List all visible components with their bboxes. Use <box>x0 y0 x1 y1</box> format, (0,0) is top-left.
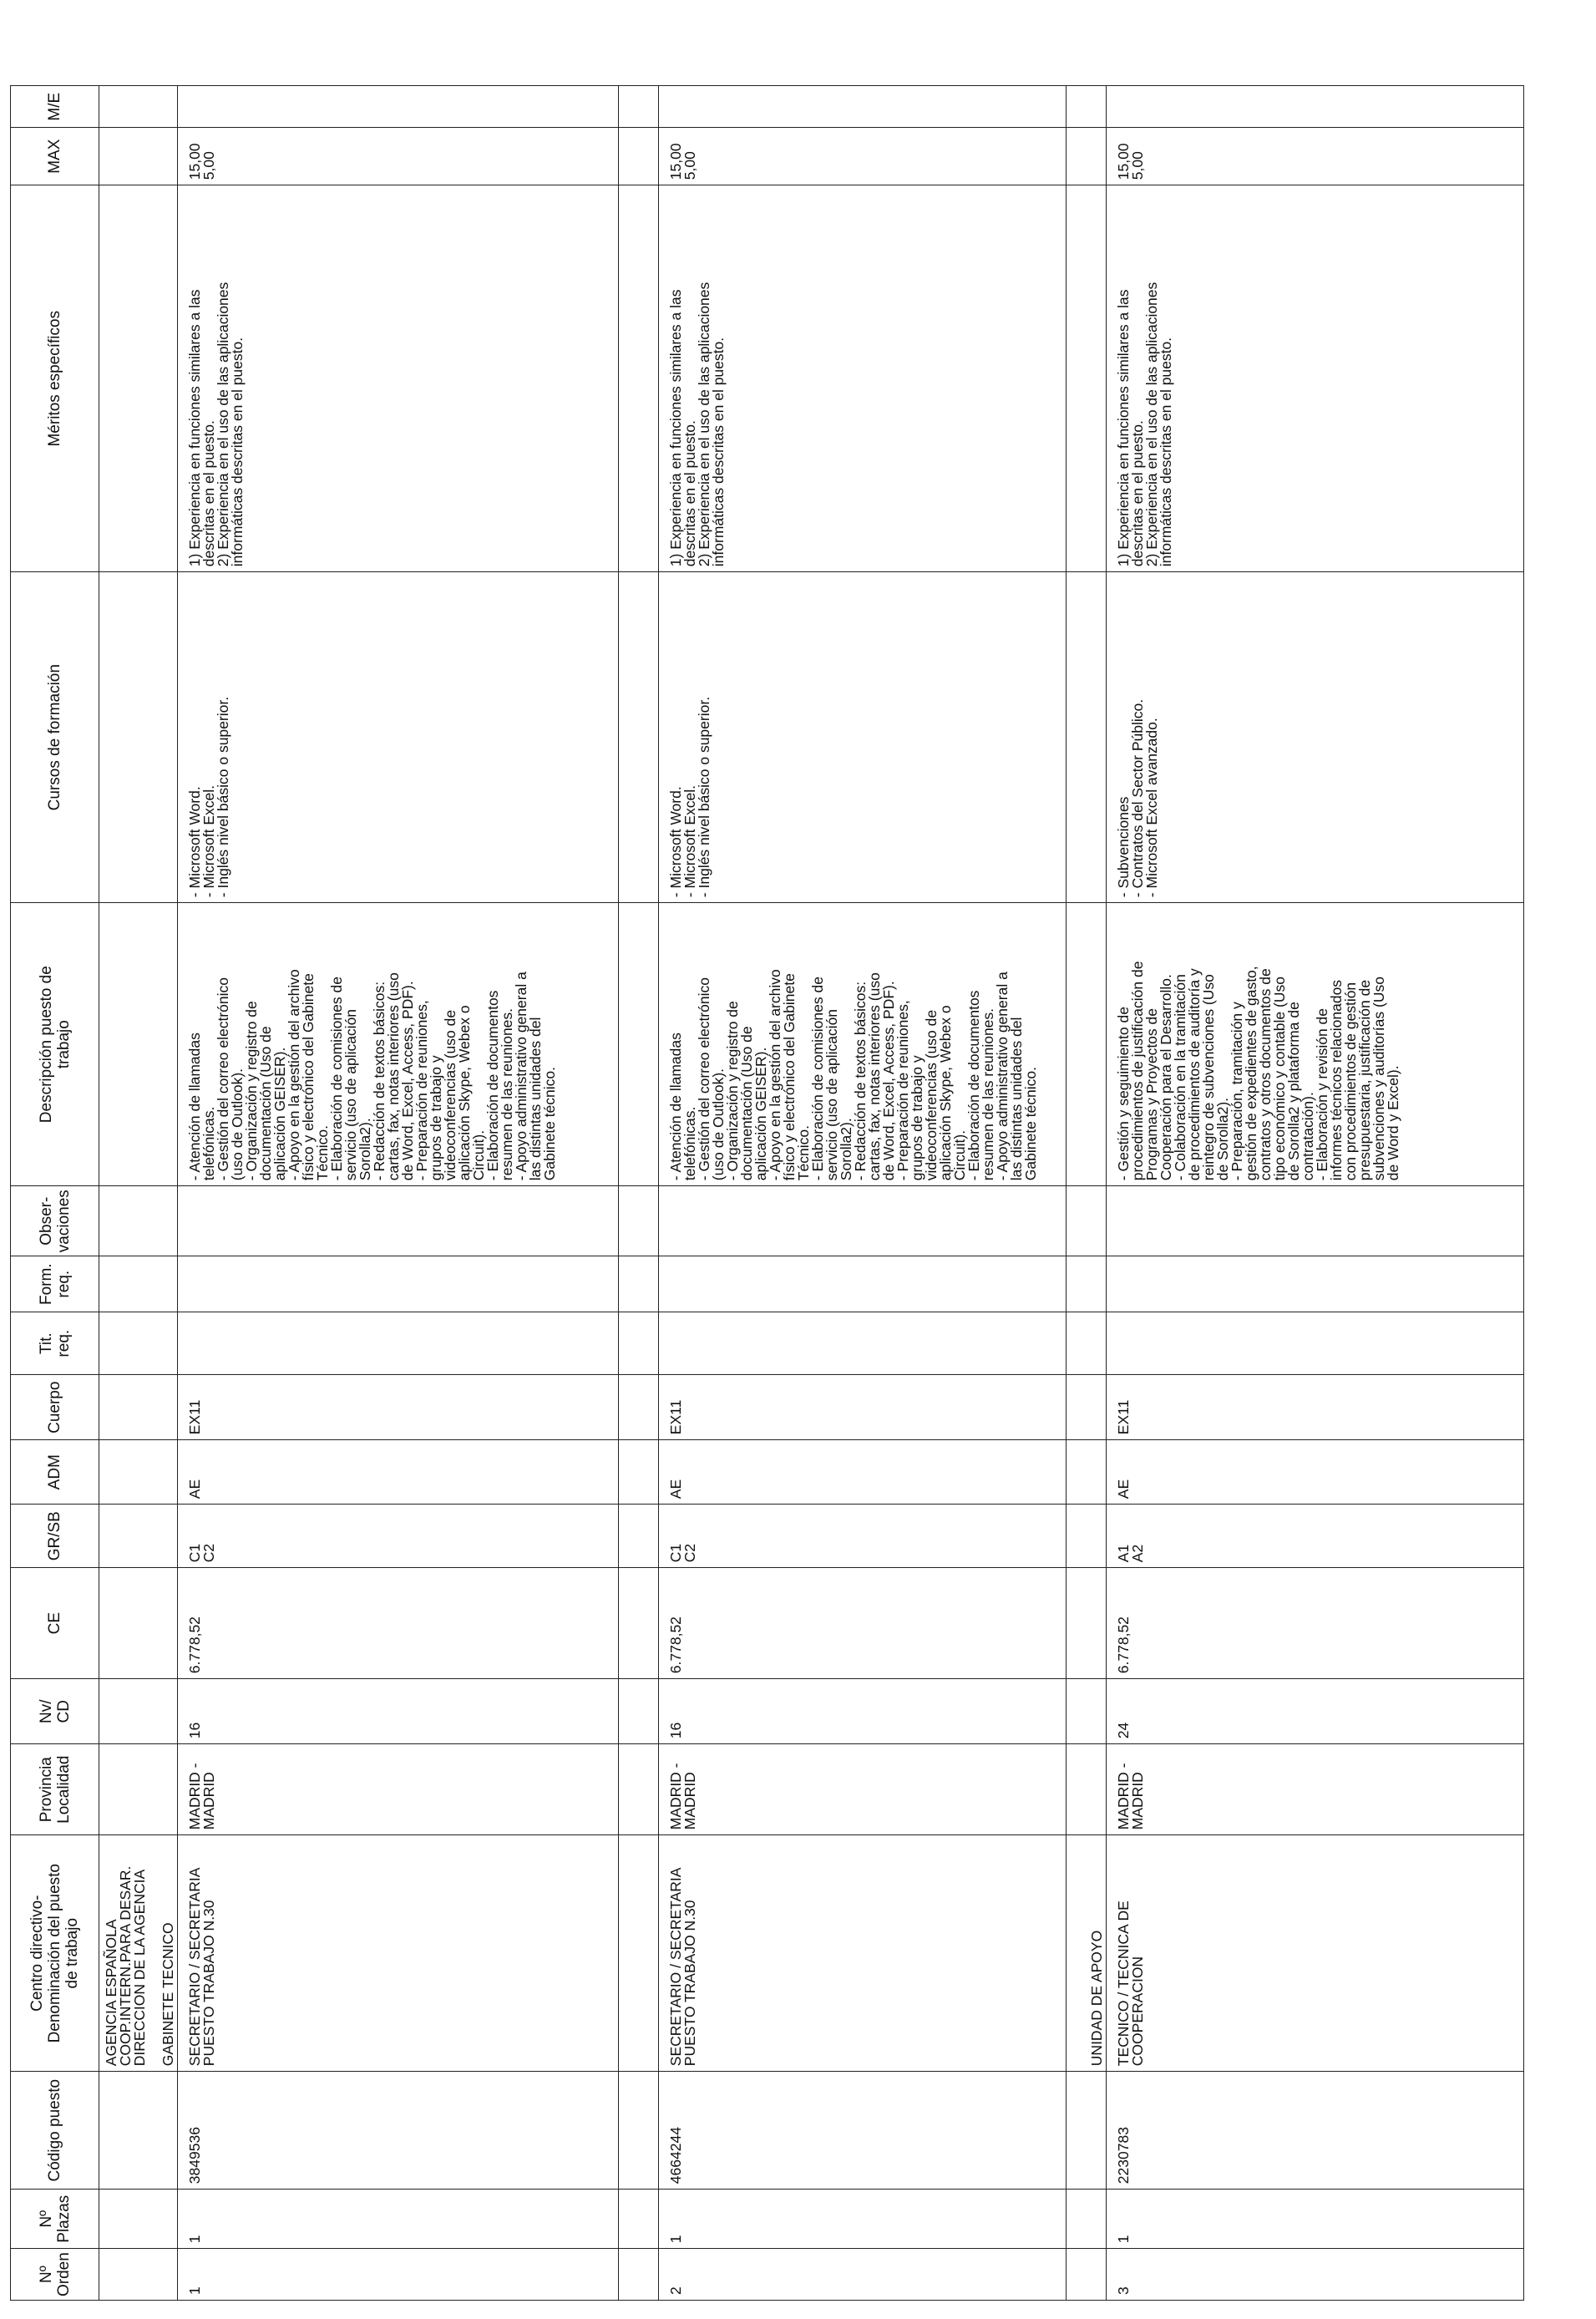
cell-denominacion: TECNICO / TECNICA DE COOPERACION <box>1107 1835 1524 2072</box>
header-nivel: Nv/ CD <box>11 1679 99 1744</box>
header-cuerpo: Cuerpo <box>11 1375 99 1440</box>
cell-grsb: C1 C2 <box>659 1505 1067 1568</box>
cell-adm: AE <box>1107 1440 1524 1505</box>
cell-cuerpo: EX11 <box>659 1375 1067 1440</box>
header-formreq: Form. req. <box>11 1256 99 1312</box>
cell-plazas: 1 <box>1107 2190 1524 2249</box>
cell-formreq <box>1107 1256 1524 1312</box>
cell-nivel: 16 <box>659 1679 1067 1744</box>
cell-nivel: 24 <box>1107 1679 1524 1744</box>
table-row <box>1107 86 1524 2301</box>
header-grsb: GR/SB <box>11 1505 99 1568</box>
cell-orden: 1 <box>178 2249 619 2301</box>
cell-max: 15,00 5,00 <box>659 128 1067 185</box>
cell-titreq <box>659 1312 1067 1375</box>
cell-nivel: 16 <box>178 1679 619 1744</box>
cell-adm: AE <box>659 1440 1067 1505</box>
cell-observaciones <box>178 1186 619 1256</box>
header-max: MAX <box>11 128 99 185</box>
cell-provincia: MADRID - MADRID <box>1107 1744 1524 1835</box>
cell-grsb: A1 A2 <box>1107 1505 1524 1568</box>
cell-descripcion: - Gestión y seguimiento de procedimientos de justificación de Programas y Proyectos de Cooperación para el Desarrollo. - Colaboración en la tramitación de procedimientos de auditoría y reintegro de subvenciones (Uso de Sorolla2). - Preparación, tramitación y gestión de expedientes de gasto, contratos y otros documentos de tipo económico y contable (Uso de Sorolla2 y plataforma de contratación). - Elaboración y revisión de informes técnicos relacionados con procedimientos de gestión presupuestaria, justificación de subvenciones y auditorías (Uso de Word y Excel). <box>1107 903 1524 1186</box>
spacer-row <box>619 86 659 2301</box>
header-orden: Nº Orden <box>11 2249 99 2301</box>
cell-codigo: 3849536 <box>178 2072 619 2190</box>
header-ce: CE <box>11 1568 99 1679</box>
header-row <box>11 86 99 2301</box>
cell-observaciones <box>659 1186 1067 1256</box>
header-plazas: Nº Plazas <box>11 2190 99 2249</box>
cell-provincia: MADRID - MADRID <box>178 1744 619 1835</box>
table-row <box>178 86 619 2301</box>
cell-cuerpo: EX11 <box>178 1375 619 1440</box>
cell-cursos: - Microsoft Word. - Microsoft Excel. - Inglés nivel básico o superior. <box>178 572 619 903</box>
cell-codigo: 2230783 <box>1107 2072 1524 2190</box>
header-me: M/E <box>11 86 99 128</box>
header-centro: Centro directivo- Denominación del puesto de trabajo <box>11 1835 99 2072</box>
cell-formreq <box>178 1256 619 1312</box>
cell-codigo: 4664244 <box>659 2072 1067 2190</box>
job-posts-table <box>10 85 1524 2301</box>
cell-me <box>178 86 619 128</box>
cell-plazas: 1 <box>178 2190 619 2249</box>
cell-cuerpo: EX11 <box>1107 1375 1524 1440</box>
cell-meritos: 1) Experiencia en funciones similares a las descritas en el puesto. 2) Experiencia en el uso de las aplicaciones informáticas descritas en el puesto. <box>178 185 619 572</box>
group-header-row <box>99 86 178 2301</box>
cell-denominacion: SECRETARIO / SECRETARIA PUESTO TRABAJO N.30 <box>178 1835 619 2072</box>
cell-titreq <box>1107 1312 1524 1375</box>
header-codigo: Código puesto <box>11 2072 99 2190</box>
cell-titreq <box>178 1312 619 1375</box>
header-cursos: Cursos de formación <box>11 572 99 903</box>
table-row <box>659 86 1067 2301</box>
header-descripcion: Descripción puesto de trabajo <box>11 903 99 1186</box>
cell-ce: 6.778,52 <box>178 1568 619 1679</box>
cell-denominacion: SECRETARIO / SECRETARIA PUESTO TRABAJO N.30 <box>659 1835 1067 2072</box>
header-meritos: Méritos específicos <box>11 185 99 572</box>
cell-me <box>1107 86 1524 128</box>
cell-descripcion: - Atención de llamadas telefónicas. - Gestión del correo electrónico (uso de Outlook). - Organización y registro de documentación (Uso de aplicación GEISER). - Apoyo en la gestión del archivo físico y electrónico del Gabinete Técnico. - Elaboración de comisiones de servicio (uso de aplicación Sorolla2). - Redacción de textos básicos: cartas, fax, notas interiores (uso de Word, Excel, Access, PDF). - Preparación de reuniones, grupos de trabajo y videoconferencias (uso de aplicación Skype, Webex o Circuit). - Elaboración de documentos resumen de las reuniones. - Apoyo administrativo general a las distintas unidades del Gabinete técnico. <box>178 903 619 1186</box>
cell-orden: 2 <box>659 2249 1067 2301</box>
cell-provincia: MADRID - MADRID <box>659 1744 1067 1835</box>
header-observaciones: Obser- vaciones <box>11 1186 99 1256</box>
cell-adm: AE <box>178 1440 619 1505</box>
cell-meritos: 1) Experiencia en funciones similares a las descritas en el puesto. 2) Experiencia en el uso de las aplicaciones informáticas descritas en el puesto. <box>1107 185 1524 572</box>
cell-cursos: - Microsoft Word. - Microsoft Excel. - Inglés nivel básico o superior. <box>659 572 1067 903</box>
group-header-row <box>1067 86 1107 2301</box>
cell-orden: 3 <box>1107 2249 1524 2301</box>
header-provincia: Provincia Localidad <box>11 1744 99 1835</box>
cell-grsb: C1 C2 <box>178 1505 619 1568</box>
cell-formreq <box>659 1256 1067 1312</box>
cell-plazas: 1 <box>659 2190 1067 2249</box>
cell-meritos: 1) Experiencia en funciones similares a las descritas en el puesto. 2) Experiencia en el uso de las aplicaciones informáticas descritas en el puesto. <box>659 185 1067 572</box>
cell-max: 15,00 5,00 <box>1107 128 1524 185</box>
cell-descripcion: - Atención de llamadas telefónicas. - Gestión del correo electrónico (uso de Outlook). - Organización y registro de documentación (Uso de aplicación GEISER). - Apoyo en la gestión del archivo físico y electrónico del Gabinete Técnico. - Elaboración de comisiones de servicio (uso de aplicación Sorolla2). - Redacción de textos básicos: cartas, fax, notas interiores (uso de Word, Excel, Access, PDF). - Preparación de reuniones, grupos de trabajo y videoconferencias (uso de aplicación Skype, Webex o Circuit). - Elaboración de documentos resumen de las reuniones. - Apoyo administrativo general a las distintas unidades del Gabinete técnico. <box>659 903 1067 1186</box>
cell-me <box>659 86 1067 128</box>
cell-ce: 6.778,52 <box>659 1568 1067 1679</box>
group-centro-label: AGENCIA ESPAÑOLA COOP.INTERN.PARA DESAR. DIRECCION DE LA AGENCIA GABINETE TECNICO <box>99 1835 178 2072</box>
header-titreq: Tit. req. <box>11 1312 99 1375</box>
header-adm: ADM <box>11 1440 99 1505</box>
group-centro-label: UNIDAD DE APOYO <box>1067 1835 1107 2072</box>
cell-max: 15,00 5,00 <box>178 128 619 185</box>
cell-cursos: - Subvenciones - Contratos del Sector Público. - Microsoft Excel avanzado. <box>1107 572 1524 903</box>
cell-ce: 6.778,52 <box>1107 1568 1524 1679</box>
cell-observaciones <box>1107 1186 1524 1256</box>
